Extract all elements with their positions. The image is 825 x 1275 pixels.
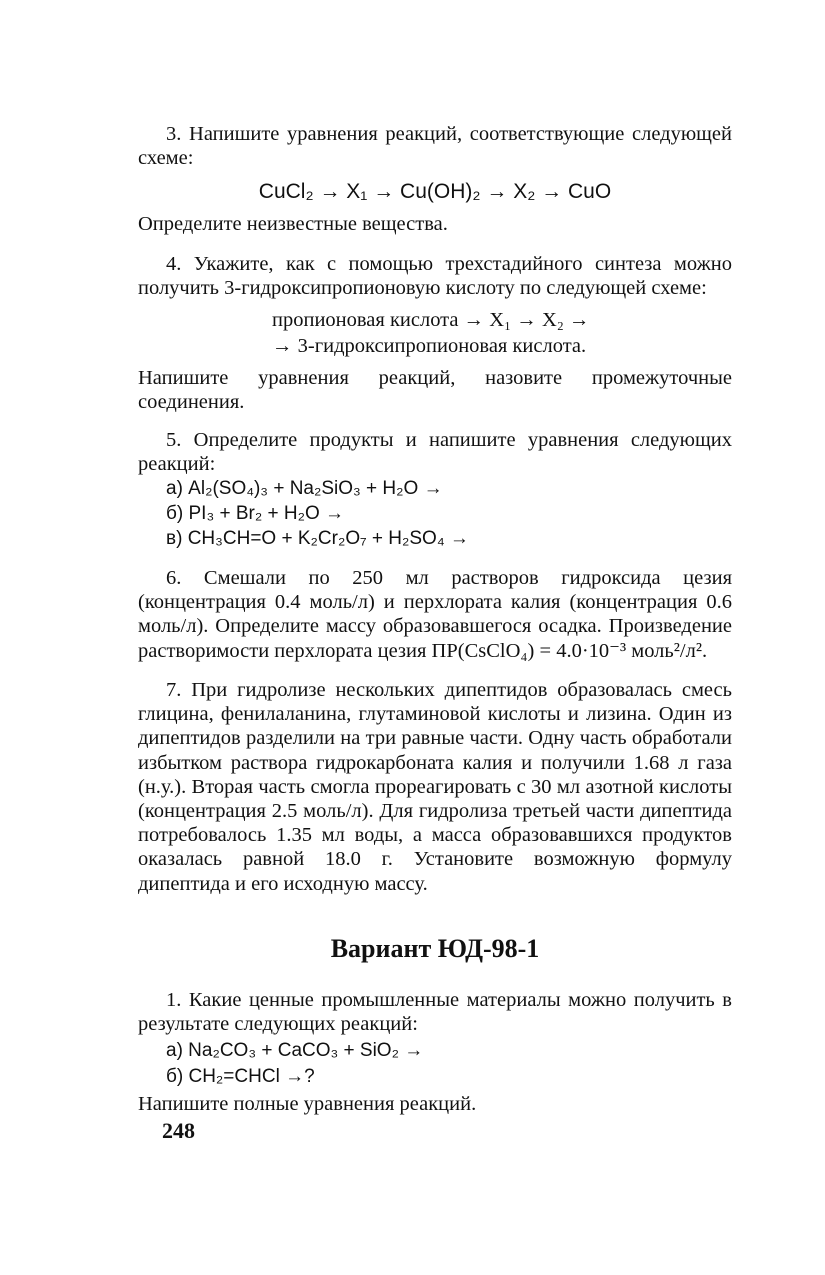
problem-5-intro: 5. Определите продукты и напишите уравнения следующих реакций: — [138, 429, 732, 476]
question-1-outro: Напишите полные уравнения реакций. — [138, 1093, 477, 1115]
problem-3-formula: CuCl₂ → X₁ → Cu(OH)₂ → X₂ → CuO — [258, 180, 612, 203]
reaction-5c: в) CH₃CH=O + K₂Cr₂O₇ + H₂SO₄ → — [166, 528, 469, 549]
question-1-intro: 1. Какие ценные промышленные материалы можно получить в результате следующих реакций: — [138, 989, 732, 1036]
reaction-5b: б) PI₃ + Br₂ + H₂O → — [166, 503, 345, 524]
page-number: 248 — [162, 1118, 195, 1143]
problem-6-text: 6. Смешали по 250 мл растворов гидроксида цезия (концентрация 0.4 моль/л) и перхлората калия (концентрация 0.6 моль/л). Определите массу образовавшегося осадка. Произведение растворимости перхлората цезия ПР(CsClO₄) = 4.0·10⁻³ моль²/л². — [138, 567, 732, 662]
problem-3-intro: 3. Напишите уравнения реакций, соответствующие следующей схеме: — [138, 123, 732, 170]
problem-4-intro: 4. Укажите, как с помощью трехстадийного синтеза можно получить 3-гидроксипропионовую кислоту по следующей схеме: — [138, 253, 732, 300]
problem-4-outro: Напишите уравнения реакций, назовите промежуточные соединения. — [138, 367, 732, 414]
reaction-1b: б) CH₂=CHCl →? — [166, 1066, 315, 1087]
problem-7-text: 7. При гидролизе нескольких дипептидов образовалась смесь глицина, фенилаланина, глутаминовой кислоты и лизина. Один из дипептидов разделили на три равные части. Одну часть обработали избытком раствора гидрокарбоната калия и получили 1.68 л газа (н.у.). Вторая часть смогла прореагировать с 30 мл азотной кислоты (концентрация 2.5 моль/л). Для гидролиза третьей части дипептида потребовалось 1.35 мл воды, а масса образовавшихся продуктов оказалась равной 18.0 г. Установите возможную формулу дипептида и его исходную массу. — [138, 679, 732, 895]
reaction-1a: а) Na₂CO₃ + CaCO₃ + SiO₂ → — [166, 1040, 424, 1061]
problem-4-scheme-line-2: → 3-гидроксипропионовая кислота. — [272, 335, 587, 357]
variant-heading: Вариант ЮД-98-1 — [330, 934, 540, 963]
problem-4-scheme-line-1: пропионовая кислота → X₁ → X₂ → — [272, 309, 590, 331]
reaction-5a: а) Al₂(SO₄)₃ + Na₂SiO₃ + H₂O → — [166, 478, 443, 499]
problem-3-outro: Определите неизвестные вещества. — [138, 213, 448, 235]
